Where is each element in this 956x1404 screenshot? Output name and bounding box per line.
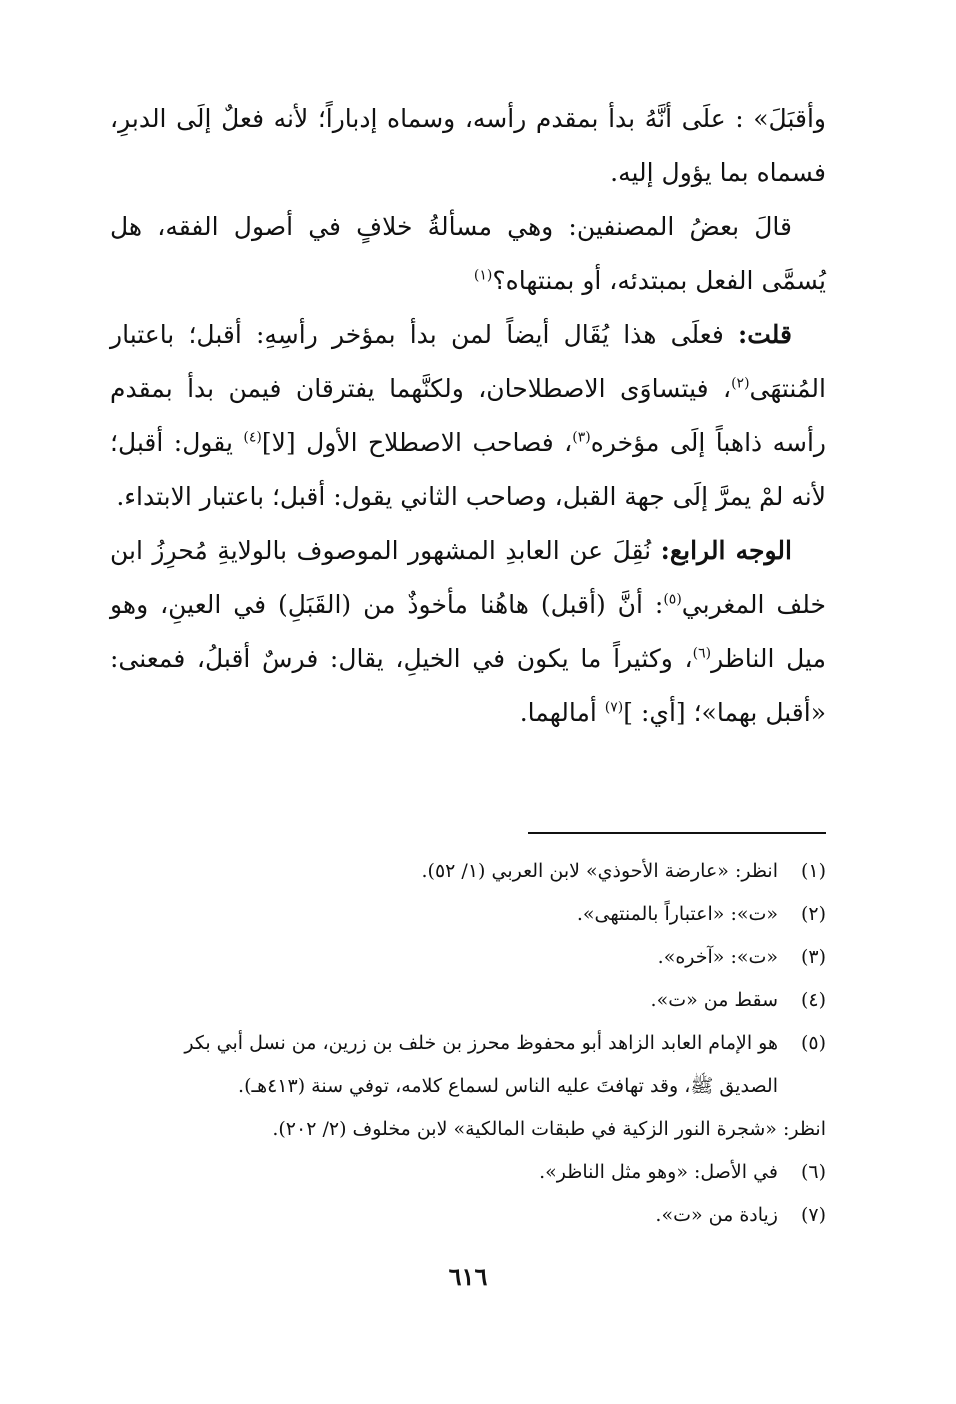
footnote-ref-5[interactable]: (٥) (663, 591, 682, 608)
footnote-5-text: هو الإمام العابد الزاهد أبو محفوظ محرز بن خلف بن زرين، من نسل أبي بكر (184, 1032, 778, 1054)
footnote-ref-2[interactable]: (٢) (731, 375, 750, 392)
footnote-4-number: (٤) (800, 989, 826, 1011)
footnote-7-number: (٧) (800, 1204, 826, 1226)
paragraph-1 (110, 92, 826, 200)
paragraph-4-lead: الوجه الرابع: (660, 536, 792, 565)
footnote-3-number: (٣) (800, 946, 826, 968)
paragraph-3-text-d: يقول: أقبل؛ لأنه لمْ يمرَّ إلَى جهة القبل، وصاحب الثاني يقول: أقبل؛ باعتبار الابتداء. (110, 428, 826, 511)
footnote-7-text: زيادة من «ت». (655, 1204, 778, 1226)
footnote-6-number: (٦) (800, 1161, 826, 1183)
paragraph-4 (110, 524, 826, 740)
footnote-ref-6[interactable]: (٦) (692, 645, 712, 662)
footnote-1-text: انظر: «عارضة الأحوذي» لابن العربي (١/ ٥٢). (421, 860, 778, 882)
book-page (110, 92, 826, 1291)
footnote-2 (110, 893, 826, 936)
footnote-2-text: «ت»: «اعتباراً بالمنتهى». (576, 903, 778, 925)
footnote-ref-4[interactable]: (٤) (243, 429, 262, 446)
paragraph-3-text-c: ، فصاحب الاصطلاح الأول [لا] (261, 428, 573, 457)
paragraph-4-text-b: : أنَّ (أقبل) هاهُنا مأخوذٌ من (القَبَلِ) في العينِ، وهو ميل الناظر (110, 590, 826, 673)
paragraph-2 (110, 200, 826, 308)
paragraph-3-text-a: فعلَى هذا يُقَال أيضاً لمن بدأ بمؤخر رأسِهِ: أقبل؛ باعتبار المُنتهَى (110, 320, 826, 403)
paragraph-1-text: وأقبَلَ» : علَى أنَّهُ بدأ بمقدم رأسه، وسماه إدباراً؛ لأنه فعلٌ إلَى الدبرِ، فسماه بما يؤول إليه. (110, 104, 826, 187)
footnote-6-text: في الأصل: «وهو مثل الناظر». (539, 1161, 778, 1183)
footnote-2-number: (٢) (800, 903, 826, 925)
footnote-separator (528, 832, 826, 834)
paragraph-4-text-d: أمالهما. (519, 698, 605, 727)
footnotes (110, 850, 826, 1237)
paragraph-2-text: قالَ بعضُ المصنفين: وهي مسألةُ خلافٍ في أصول الفقه، هل يُسمَّى الفعل بمبتدئه، أو بمنتهاه؟ (110, 212, 826, 295)
paragraph-4-text-c: ، وكثيراً ما يكون في الخيلِ، يقال: فرسٌ أقبلُ، فمعنى: «أقبل بهما»؛ [أي: ] (110, 644, 826, 727)
footnote-5-number: (٥) (800, 1032, 826, 1054)
footnote-1-number: (١) (800, 860, 826, 882)
footnote-3 (110, 936, 826, 979)
footnote-5-continuation: الصديق ﷺ، وقد تهافتَ عليه الناس لسماع كلامه، توفي سنة (٤١٣هـ). (238, 1075, 778, 1097)
footnote-7 (110, 1194, 826, 1237)
footnote-ref-3[interactable]: (٣) (572, 429, 591, 446)
paragraph-3-text-b: ، فيتساوَى الاصطلاحان، ولكنَّهما يفترقان فيمن بدأ بمقدم رأسه ذاهباً إلَى مؤخره (110, 374, 826, 457)
paragraph-3 (110, 308, 826, 524)
footnote-3-text: «ت»: «آخره». (657, 946, 778, 968)
paragraph-3-lead: قلت: (737, 320, 792, 349)
footnote-4 (110, 979, 826, 1022)
footnote-4-text: سقط من «ت». (650, 989, 778, 1011)
footnote-5 (110, 1022, 826, 1065)
paragraph-4-text-a: نُقِلَ عن العابدِ المشهور الموصوف بالولايةِ مُحرِزُ ابن خلف المغربي (110, 536, 826, 619)
footnote-ref-1[interactable]: (١) (473, 267, 493, 284)
page-number: ٦١٦ (448, 1262, 488, 1291)
main-text (110, 92, 826, 740)
footnote-5-source: انظر: «شجرة النور الزكية في طبقات المالكية» لابن مخلوف (٢/ ٢٠٢). (272, 1118, 826, 1140)
footnote-6 (110, 1151, 826, 1194)
footnote-ref-7[interactable]: (٧) (604, 699, 624, 716)
footnote-1 (110, 850, 826, 893)
